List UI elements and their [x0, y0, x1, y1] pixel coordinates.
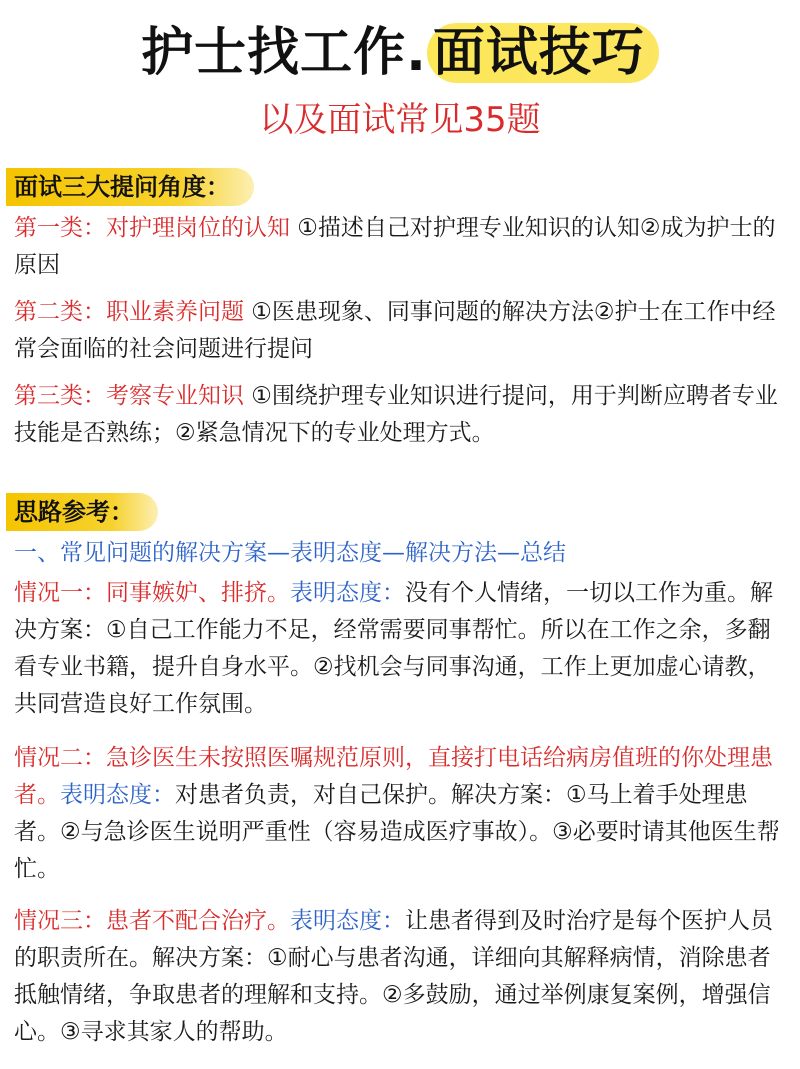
case-2 — [14, 740, 789, 888]
title-plain: 护士找工作. — [141, 23, 427, 83]
page-subtitle: 以及面试常见35题 — [259, 100, 541, 140]
case-2-text: 对患者负责，对自己保护。解决方案：①马上着手处理患者。②与急诊医生说明严重性（容易造成医疗事故）。③必要时请其他医生帮忙。 — [14, 782, 780, 882]
case-1-text: 没有个人情绪，一切以工作为重。解决方案：①自己工作能力不足，经常需要同事帮忙。所以在工作之余，多翻看专业书籍，提升自身水平。②找机会与同事沟通，工作上更加虚心请教，共同营造良好工作氛围。 — [14, 580, 773, 717]
title-highlight: 面试技巧 — [427, 23, 659, 83]
solution-intro: 一、常见问题的解决方案—表明态度—解决方法—总结 — [14, 540, 566, 566]
category-1 — [14, 210, 789, 284]
case-3 — [14, 903, 789, 1051]
page-title — [141, 18, 659, 88]
category-2-label: 第二类：职业素养问题 — [14, 299, 244, 325]
title-area — [0, 18, 800, 88]
case-3-label: 情况三：患者不配合治疗。 — [14, 908, 290, 934]
case-1-attitude-label: 表明态度： — [290, 580, 405, 606]
category-1-label: 第一类：对护理岗位的认知 — [14, 215, 290, 241]
case-3-text: 让患者得到及时治疗是每个医护人员的职责所在。解决方案：①耐心与患者沟通，详细向其解释病情，消除患者抵触情绪，争取患者的理解和支持。②多鼓励，通过举例康复案例，增强信心。③寻求其家人的帮助。 — [14, 908, 773, 1045]
category-3 — [14, 378, 789, 452]
case-2-label: 情况二：急诊医生未按照医嘱规范原则，直接打电话给病房值班的你处理患者。 — [14, 745, 773, 808]
category-1-text: ①描述自己对护理专业知识的认知②成为护士的原因 — [14, 215, 776, 278]
case-2-attitude-label: 表明态度： — [60, 782, 175, 808]
case-1-label: 情况一：同事嫉妒、排挤。 — [14, 580, 290, 606]
category-3-text: ①围绕护理专业知识进行提问，用于判断应聘者专业技能是否熟练；②紧急情况下的专业处理方式。 — [14, 383, 778, 446]
case-3-attitude-label: 表明态度： — [290, 908, 405, 934]
section-heading-ideas: 思路参考： — [6, 493, 158, 531]
case-1 — [14, 575, 789, 723]
category-2 — [14, 294, 789, 368]
category-3-label: 第三类：考察专业知识 — [14, 383, 244, 409]
section-heading-angles: 面试三大提问角度： — [6, 168, 254, 206]
category-2-text: ①医患现象、同事问题的解决方法②护士在工作中经常会面临的社会问题进行提问 — [14, 299, 776, 362]
